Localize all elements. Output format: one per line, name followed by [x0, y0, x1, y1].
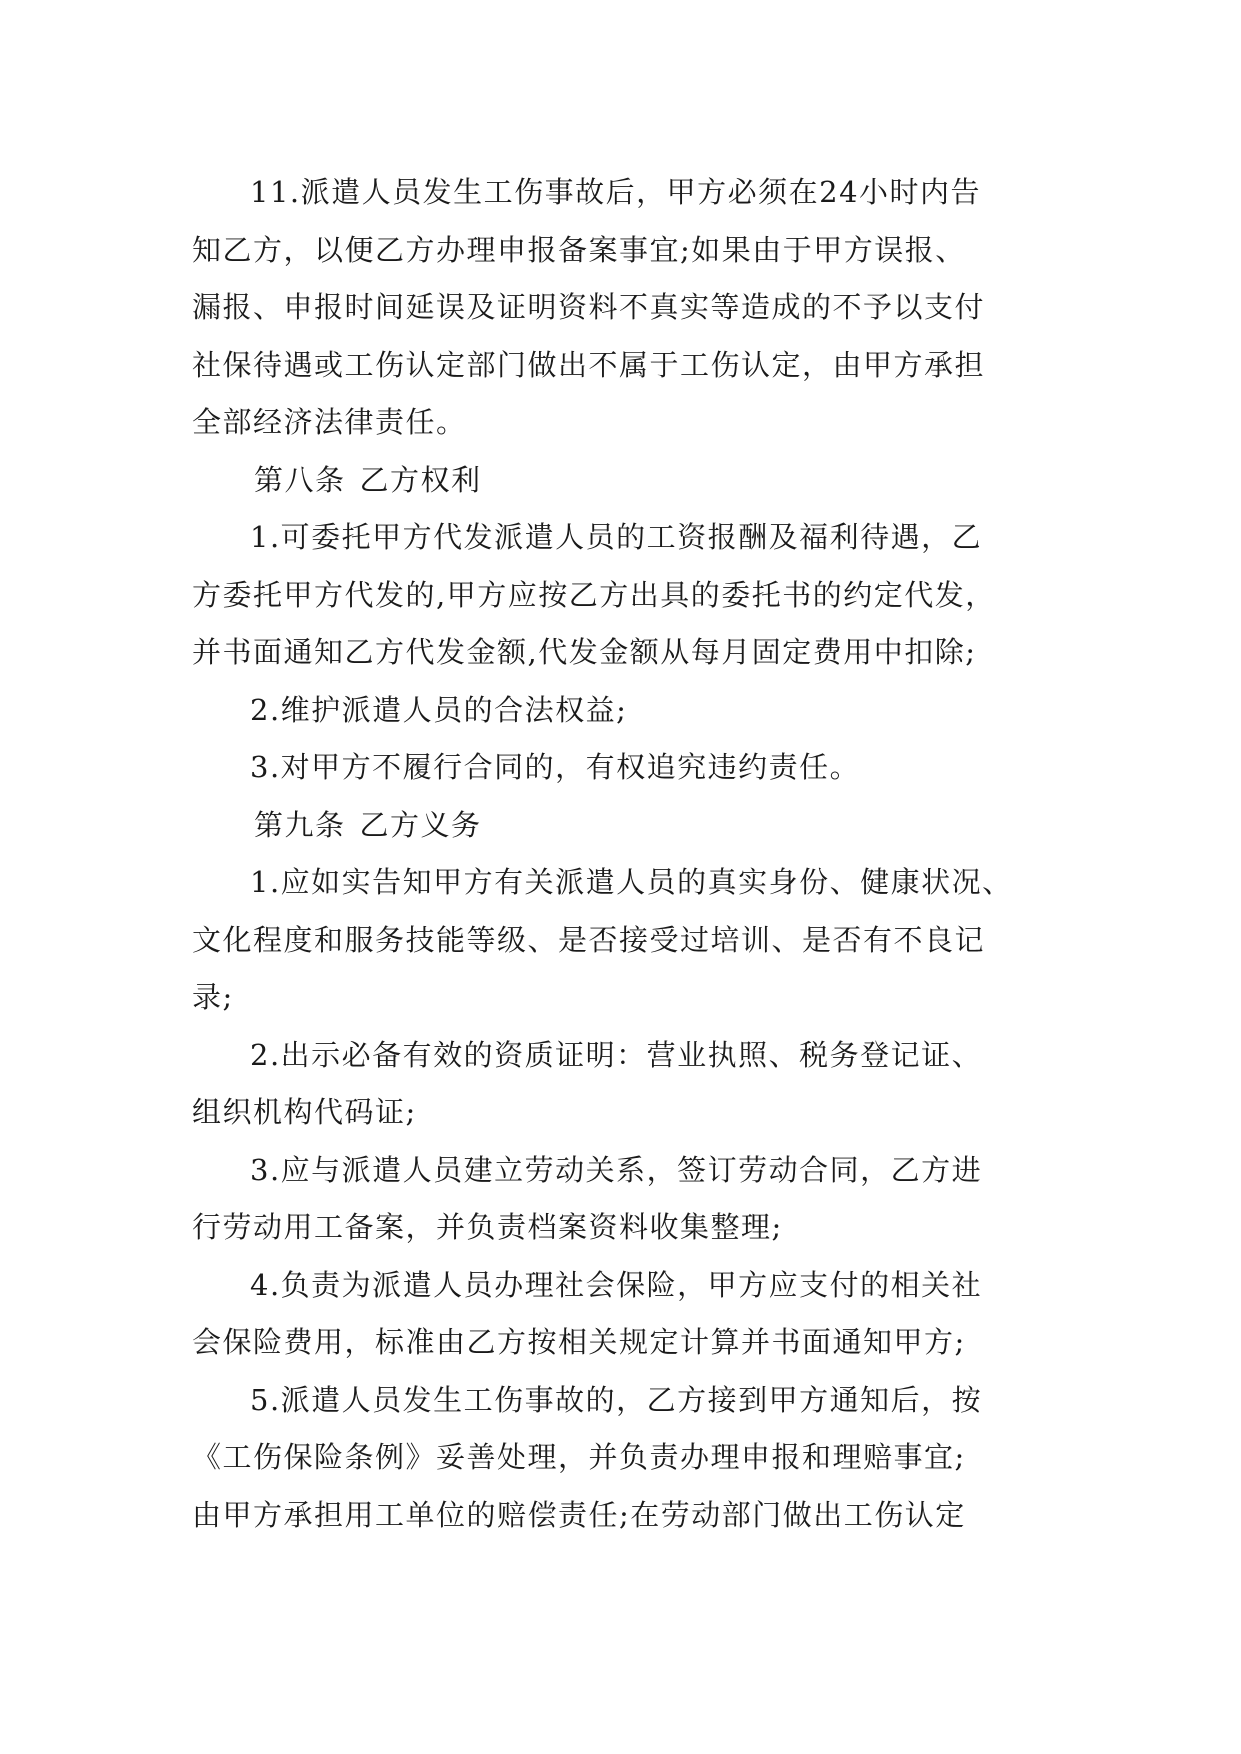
text-line: 1.可委托甲方代发派遣人员的工资报酬及福利待遇，乙 — [250, 520, 983, 554]
text-line: 社保待遇或工伤认定部门做出不属于工伤认定，由甲方承担 — [192, 347, 986, 382]
text-line: 11.派遣人员发生工伤事故后，甲方必须在24小时内告 — [250, 175, 982, 209]
text-line: 会保险费用，标准由乙方按相关规定计算并书面通知甲方; — [192, 1325, 966, 1359]
article-title: 乙方权利 — [359, 462, 482, 497]
article-number: 第八条 — [254, 462, 346, 497]
text-line: 并书面通知乙方代发金额,代发金额从每月固定费用中扣除; — [192, 635, 977, 669]
text-line: 录; — [192, 980, 234, 1014]
text-line: 5.派遣人员发生工伤事故的，乙方接到甲方通知后，按 — [250, 1382, 983, 1417]
article-number: 第九条 — [254, 807, 346, 842]
text-line: 3.对甲方不履行合同的，有权追究违约责任。 — [250, 750, 861, 784]
paragraph-item-11 — [192, 164, 1052, 452]
paragraph-item-8-1 — [192, 509, 1052, 682]
article-title: 乙方义务 — [359, 807, 482, 842]
text-line: 组织机构代码证; — [192, 1095, 417, 1129]
paragraph-item-9-5 — [192, 1372, 1052, 1545]
text-line: 由甲方承担用工单位的赔偿责任;在劳动部门做出工伤认定 — [192, 1497, 966, 1532]
text-line: 知乙方，以便乙方办理申报备案事宜;如果由于甲方误报、 — [192, 232, 966, 267]
text-line: 行劳动用工备案，并负责档案资料收集整理; — [192, 1210, 783, 1244]
text-line: 文化程度和服务技能等级、是否接受过培训、是否有不良记 — [192, 922, 986, 957]
text-line: 全部经济法律责任。 — [192, 405, 467, 439]
article-heading-9 — [192, 797, 1052, 855]
text-line: 漏报、申报时间延误及证明资料不真实等造成的不予以支付 — [192, 290, 986, 324]
text-line: 2.维护派遣人员的合法权益; — [250, 692, 628, 727]
text-line: 2.出示必备有效的资质证明：营业执照、税务登记证、 — [250, 1037, 983, 1072]
paragraph-item-9-1 — [192, 854, 1052, 1027]
text-line: 方委托甲方代发的,甲方应按乙方出具的委托书的约定代发， — [192, 577, 996, 612]
paragraph-item-9-2 — [192, 1027, 1052, 1142]
paragraph-item-9-3 — [192, 1142, 1052, 1257]
text-line: 1.应如实告知甲方有关派遣人员的真实身份、健康状况、 — [250, 865, 1013, 899]
article-heading-8 — [192, 452, 1052, 510]
text-line: 《工伤保险条例》妥善处理，并负责办理申报和理赔事宜; — [192, 1440, 966, 1474]
document-body — [192, 164, 1052, 1544]
text-line: 4.负责为派遣人员办理社会保险，甲方应支付的相关社 — [250, 1267, 983, 1302]
text-line: 3.应与派遣人员建立劳动关系，签订劳动合同，乙方进 — [250, 1152, 983, 1187]
paragraph-item-8-2 — [192, 682, 1052, 740]
paragraph-item-8-3 — [192, 739, 1052, 797]
paragraph-item-9-4 — [192, 1257, 1052, 1372]
